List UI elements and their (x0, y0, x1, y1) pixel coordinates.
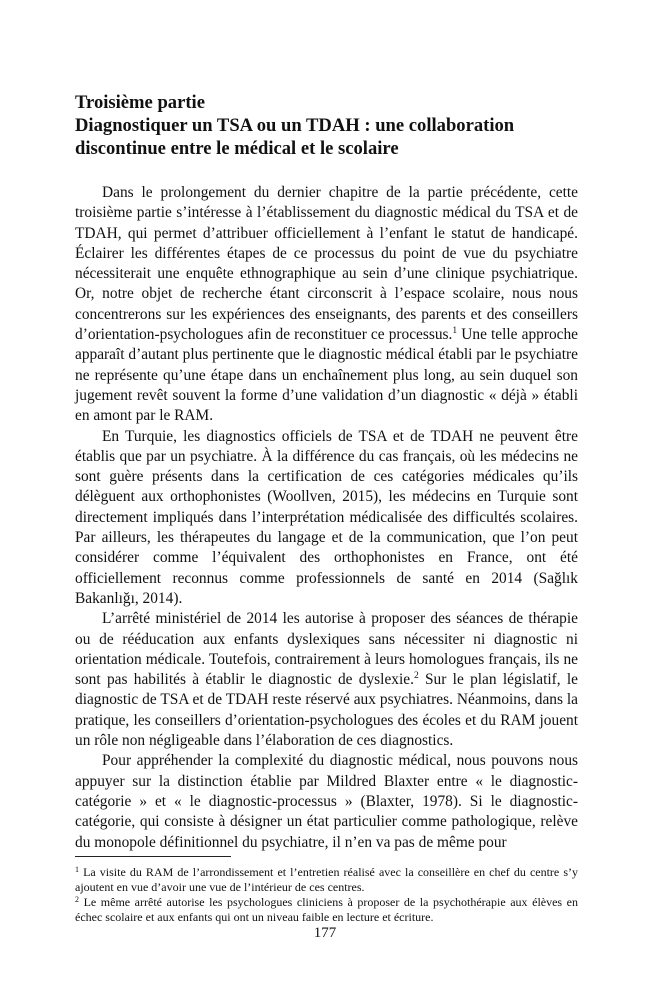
part-title-text: Diagnostiquer un TSA ou un TDAH : une collaboration discontinue entre le médical et le scolaire (75, 115, 515, 159)
paragraph-2: En Turquie, les diagnostics officiels de TSA et de TDAH ne peuvent être établis que par un psychiatre. À la différence du cas français, où les médecins ne sont guère présents dans la certification de ces catégories médicales qu’ils délèguent aux orthophonistes (Woollven, 2015), les médecins en Turquie sont directement impliqués dans l’interprétation médicalisée des difficultés scolaires. Par ailleurs, les thérapeutes du langage et de la communication, que l’on peut considérer comme l’équivalent des orthophonistes en France, ont été officiellement reconnus comme professionnels de santé en 2014 (Sağlık Bakanlığı, 2014). (75, 427, 578, 607)
paragraph-4: Pour appréhender la complexité du diagnostic médical, nous pouvons nous appuyer sur la distinction établie par Mildred Blaxter entre « le diagnostic-catégorie » et « le diagnostic-processus » (Blaxter, 1978). Si le diagnostic-catégorie, qui consiste à désigner un état particulier comme pathologique, relève du monopole définitionnel du psychiatre, il n’en va pas de même pour (75, 752, 578, 851)
body-text (75, 183, 578, 853)
footnote-2 (75, 895, 578, 925)
page-number: 177 (313, 925, 337, 941)
footnotes (75, 865, 578, 925)
paragraph-text: Dans le prolongement du dernier chapitre de la partie précédente, cette troisième partie s’intéresse à l’établissement du diagnostic médical du TSA et de TDAH, qui permet d’attribuer officiellement à l’enfant le statut de handicapé. Éclairer les différentes étapes de ce processus du point de vue du psychiatre nécessiterait une enquête ethnographique au sein d’une clinique psychiatrique. Or, notre objet de recherche étant circonscrit à l’espace scolaire, nous nous concentrerons sur les expériences des enseignants, des parents et des conseillers d’orientation-psychologues afin de reconstituer ce processus. (75, 184, 578, 344)
footnote-number: 1 (75, 865, 79, 874)
footnote-1 (75, 865, 578, 895)
footnote-number: 2 (75, 895, 79, 904)
footnote-ref-1[interactable]: 1 (452, 326, 458, 337)
footnote-text: Le même arrêté autorise les psychologues cliniciens à proposer de la psychothérapie aux élèves en échec scolaire et aux enfants qui ont un niveau faible en lecture et écriture. (75, 895, 578, 924)
part-label: Troisième partie (75, 92, 205, 113)
footnote-ref-2[interactable]: 2 (413, 671, 419, 682)
footnote-separator (75, 856, 231, 857)
paragraph-text: Sur le plan législatif, le diagnostic de TSA et de TDAH reste réservé aux psychiatres. Néanmoins, dans la pratique, les conseillers d’orientation-psychologues des écoles et du RAM jouent un rôle non négligeable dans l’élaboration de ces diagnostics. (75, 671, 579, 750)
paragraph-3 (75, 609, 578, 751)
paragraph-text: L’arrêté ministériel de 2014 les autorise à proposer des séances de thérapie ou de rééducation aux enfants dyslexiques sans nécessiter ni diagnostic ni orientation médicale. Toutefois, contrairement à leurs homologues français, ils ne sont pas habilités à établir le diagnostic de dyslexie. (75, 610, 578, 689)
part-heading (75, 91, 578, 160)
page-content (75, 82, 578, 853)
paragraph-1 (75, 183, 578, 427)
paragraph-text: Une telle approche apparaît d’autant plus pertinente que le diagnostic médical établi par le psychiatre ne représente qu’une étape dans un enchaînement plus long, au sein duquel son jugement revêt souvent la forme d’une validation d’un diagnostic « déjà » établi en amont par le RAM. (75, 326, 579, 425)
footnote-text: La visite du RAM de l’arrondissement et l’entretien réalisé avec la conseillère en chef du centre s’y ajoutent en vue d’avoir une vue de l’intérieur de ces centres. (75, 865, 578, 894)
